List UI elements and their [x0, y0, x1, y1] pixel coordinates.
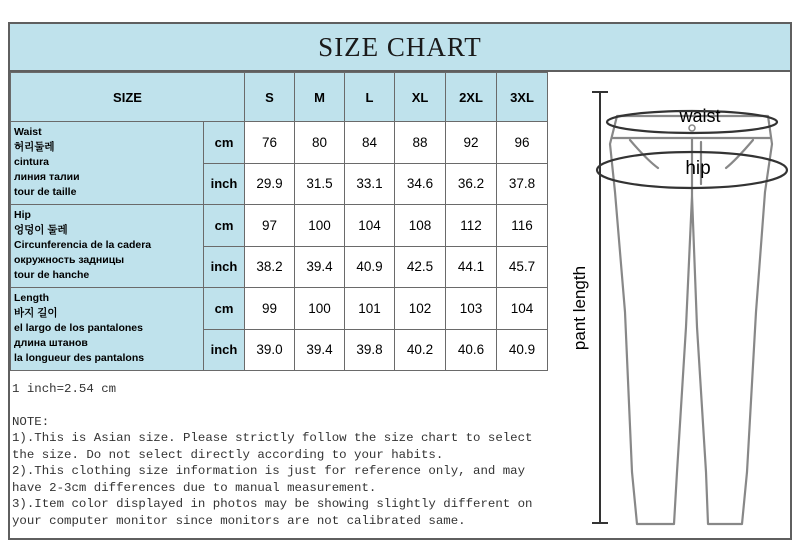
unit-cell: cm [204, 205, 245, 247]
value-cell: 39.4 [295, 246, 345, 288]
value-cell: 101 [345, 288, 395, 330]
value-cell: 112 [446, 205, 497, 247]
value-cell: 36.2 [446, 163, 497, 205]
note-item: 2).This clothing size information is just for reference only, and may have 2-3cm differences due to manual measurement. [12, 464, 533, 495]
pant-length-label: pant length [570, 265, 589, 351]
value-cell: 100 [295, 288, 345, 330]
value-cell: 100 [295, 205, 345, 247]
pants-diagram [555, 72, 790, 540]
size-col-3xl: 3XL [497, 73, 548, 122]
value-cell: 33.1 [345, 163, 395, 205]
value-cell: 84 [345, 122, 395, 164]
size-col-xl: XL [395, 73, 446, 122]
size-col-s: S [245, 73, 295, 122]
unit-cell: inch [204, 246, 245, 288]
value-cell: 39.8 [345, 329, 395, 371]
value-cell: 116 [497, 205, 548, 247]
value-cell: 40.2 [395, 329, 446, 371]
size-table [10, 72, 548, 371]
value-cell: 104 [345, 205, 395, 247]
table-row [11, 288, 548, 330]
size-chart-frame [8, 22, 792, 540]
value-cell: 34.6 [395, 163, 446, 205]
note-item: 1).This is Asian size. Please strictly follow the size chart to select the size. Do not select directly according to your habits. [12, 431, 540, 462]
note-item: 3).Item color displayed in photos may be showing slightly different on your computer monitor since monitors are not calibrated same. [12, 497, 540, 528]
waist-label-cell: Waist 허리둘레 cintura линия талии tour de taille [11, 122, 204, 205]
value-cell: 31.5 [295, 163, 345, 205]
title-bar [10, 24, 790, 72]
unit-cell: cm [204, 122, 245, 164]
value-cell: 80 [295, 122, 345, 164]
value-cell: 99 [245, 288, 295, 330]
value-cell: 76 [245, 122, 295, 164]
value-cell: 102 [395, 288, 446, 330]
table-row [11, 122, 548, 164]
length-label-cell: Length 바지 길이 el largo de los pantalones длина штанов la longueur des pantalons [11, 288, 204, 371]
value-cell: 96 [497, 122, 548, 164]
value-cell: 45.7 [497, 246, 548, 288]
page-title: SIZE CHART [318, 31, 482, 62]
waist-label: waist [679, 106, 721, 126]
value-cell: 92 [446, 122, 497, 164]
size-col-l: L [345, 73, 395, 122]
unit-cell: cm [204, 288, 245, 330]
hip-label: hip [685, 158, 711, 179]
pants-illustration [555, 72, 790, 540]
value-cell: 40.9 [497, 329, 548, 371]
value-cell: 40.6 [446, 329, 497, 371]
value-cell: 29.9 [245, 163, 295, 205]
value-cell: 39.4 [295, 329, 345, 371]
value-cell: 44.1 [446, 246, 497, 288]
unit-cell: inch [204, 163, 245, 205]
size-header-cell: SIZE [11, 73, 245, 122]
pant-length-line [592, 92, 608, 523]
value-cell: 108 [395, 205, 446, 247]
value-cell: 38.2 [245, 246, 295, 288]
value-cell: 39.0 [245, 329, 295, 371]
unit-conversion: 1 inch=2.54 cm [12, 382, 117, 396]
value-cell: 37.8 [497, 163, 548, 205]
size-col-m: M [295, 73, 345, 122]
value-cell: 88 [395, 122, 446, 164]
notes-section [12, 381, 552, 529]
value-cell: 97 [245, 205, 295, 247]
value-cell: 104 [497, 288, 548, 330]
table-header-row [11, 73, 548, 122]
note-heading: NOTE: [12, 414, 50, 429]
value-cell: 40.9 [345, 246, 395, 288]
hip-label-cell: Hip 엉덩이 둘레 Circunferencia de la cadera окружность задницы tour de hanche [11, 205, 204, 288]
value-cell: 42.5 [395, 246, 446, 288]
value-cell: 103 [446, 288, 497, 330]
unit-cell: inch [204, 329, 245, 371]
size-col-2xl: 2XL [446, 73, 497, 122]
table-row [11, 205, 548, 247]
